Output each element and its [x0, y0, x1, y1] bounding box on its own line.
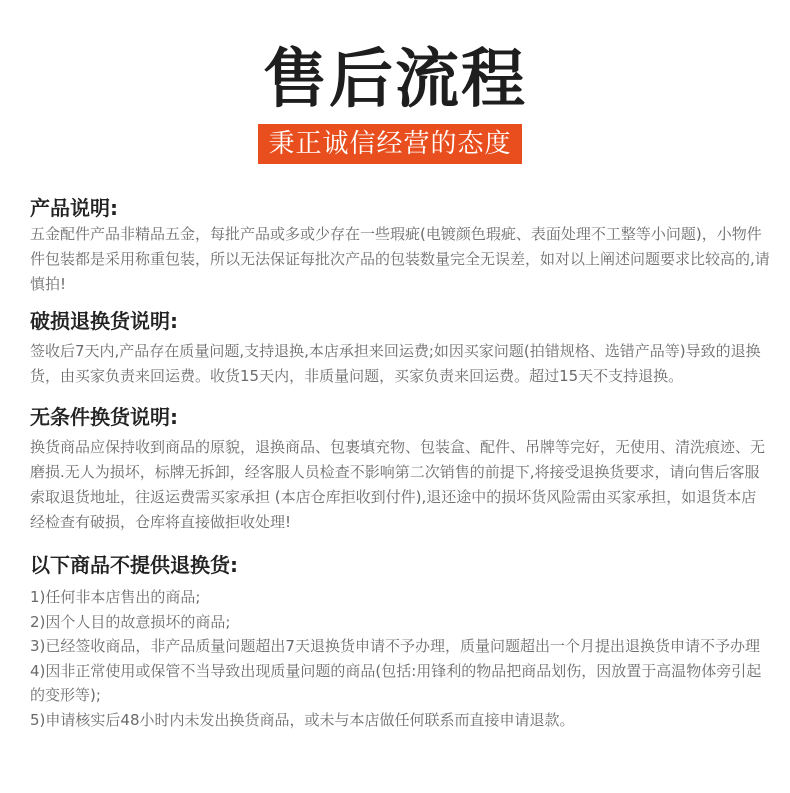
list-item: 5)申请核实后48小时内未发出换货商品，或未与本店做任何联系而直接申请退款。	[30, 710, 575, 729]
damage-return-section	[30, 307, 770, 389]
section-heading: 以下商品不提供退换货:	[30, 553, 238, 577]
list-item: 4)因非正常使用或保管不当导致出现质量问题的商品(包括:用锋利的物品把商品划伤，因放置于高温物体旁引起的变形等);	[30, 661, 762, 704]
section-body: 五金配件产品非精品五金，每批产品或多或少存在一些瑕疵(电镀颜色瑕疵、表面处理不工整等小问题)，小物件件包装都是采用称重包装，所以无法保证每批次产品的包装数量完全无误差，如对以上阐述问题要求比较高的,请慎拍!	[30, 225, 770, 293]
policy-content	[30, 194, 770, 732]
unconditional-exchange-section	[30, 403, 770, 535]
list-item: 3)已经签收商品，非产品质量问题超出7天退换货申请不予办理，质量问题超出一个月提出退换货申请不予办理	[30, 637, 760, 655]
page-title: 售后流程	[263, 43, 527, 117]
section-heading: 破损退换货说明:	[30, 309, 178, 333]
list-item: 2)因个人目的故意损坏的商品;	[30, 612, 231, 631]
section-heading: 产品说明:	[30, 196, 118, 220]
section-body: 换货商品应保持收到商品的原貌，退换商品、包裹填充物、包装盒、配件、吊牌等完好，无使用、清洗痕迹、无磨损.无人为损坏，标牌无拆卸，经客服人员检查不影响第二次销售的前提下,将接受退换货要求，请向售后客服索取退货地址，往返运费需买家承担 (本店仓库拒收到付件),退还途中的损坏货风险需由买家承担，如退货本店经检查有破损，仓库将直接做拒收处理!	[30, 438, 766, 531]
tagline-banner: 秉正诚信经营的态度	[258, 124, 522, 164]
no-return-section	[30, 551, 770, 732]
section-body: 签收后7天内,产品存在质量问题,支持退换,本店承担来回运费;如因买家问题(拍错规格、选错产品等)导致的退换货，由买家负责来回运费。收货15天内，非质量问题，买家负责来回运费。超过15天不支持退换。	[30, 342, 761, 385]
product-notes-section	[30, 194, 770, 297]
list-item: 1)任何非本店售出的商品;	[30, 588, 201, 606]
section-heading: 无条件换货说明:	[30, 405, 178, 429]
